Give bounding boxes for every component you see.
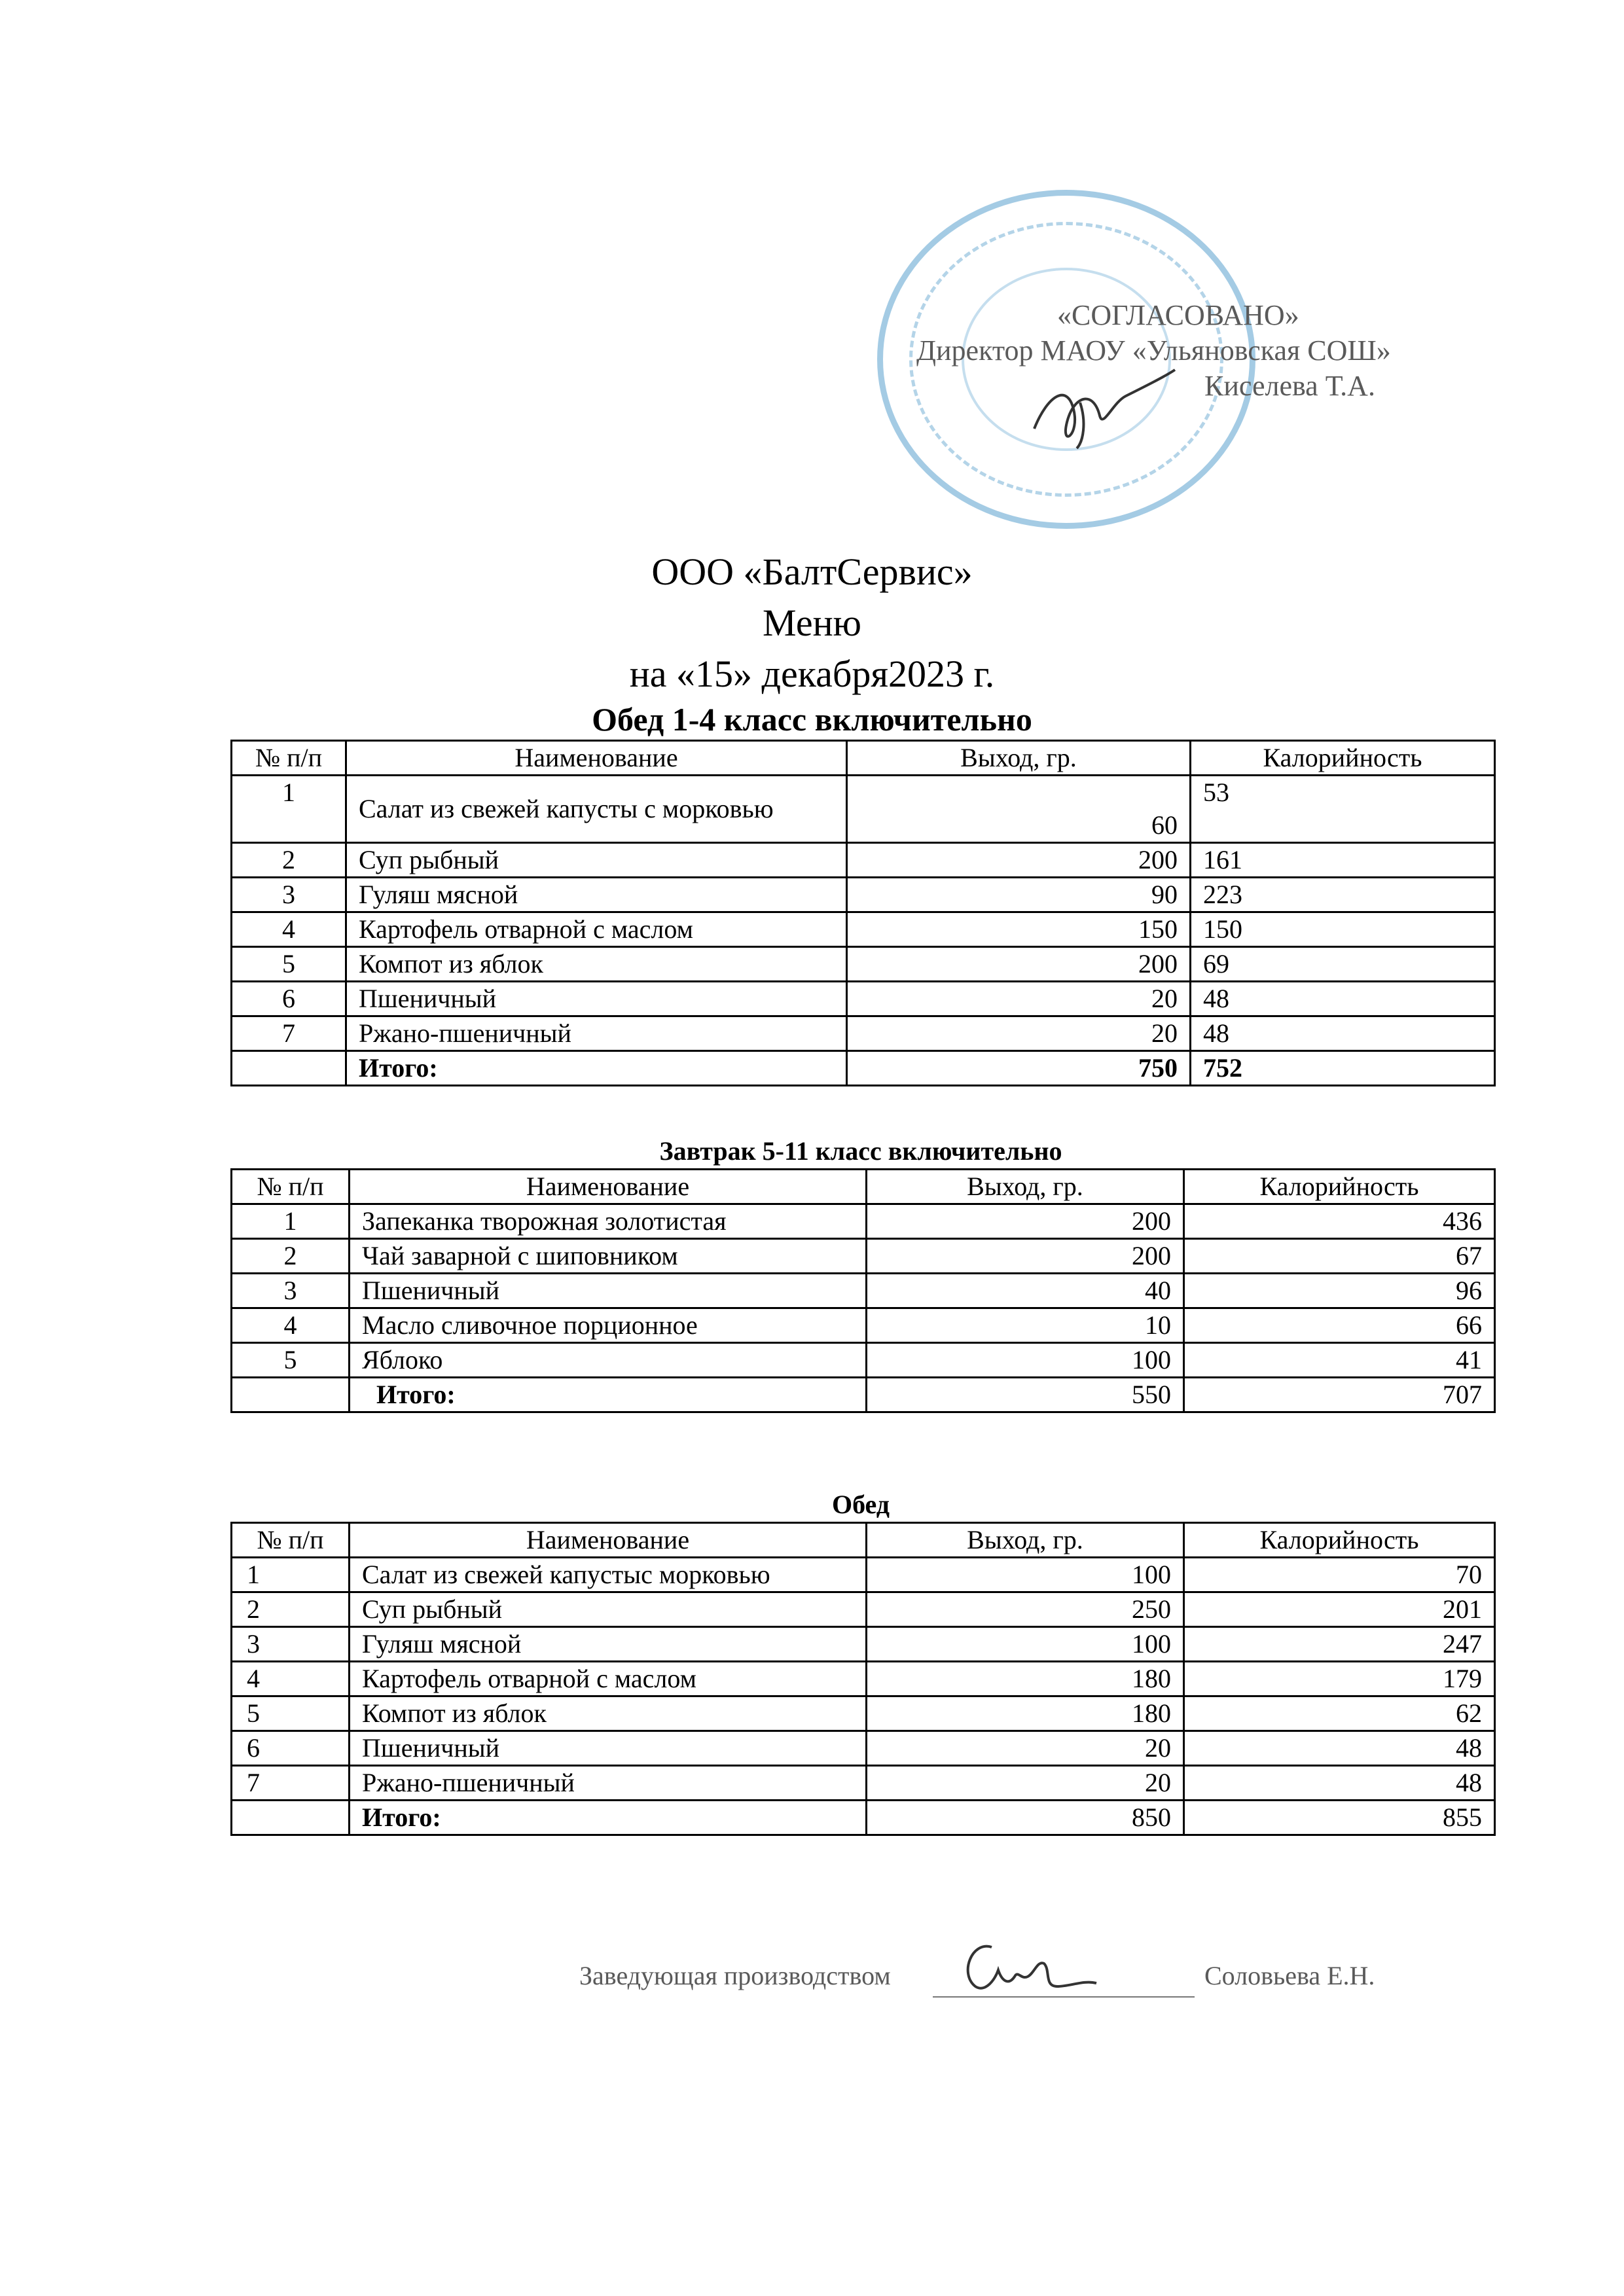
signature-line [933,1996,1195,1998]
table-header-row [232,741,1495,776]
table-row: 1 Запеканка творожная золотистая 200 436 [232,1204,1495,1239]
menu-title: Меню [763,601,861,644]
col-output: Выход, гр. [867,1523,1184,1558]
table-row: 4 Картофель отварной с маслом 150 150 [232,912,1495,947]
col-output: Выход, гр. [847,741,1191,776]
production-manager-signature-block [579,1934,1430,2013]
total-row: Итого: 550 707 [232,1378,1495,1412]
total-row: Итого: 750 752 [232,1051,1495,1086]
table-row: 4 Картофель отварной с маслом 180 179 [232,1662,1495,1696]
breakfast-5-11-table [230,1168,1496,1413]
table-row: 1 Салат из свежей капустыс морковью 100 70 [232,1558,1495,1592]
approval-title: «СОГЛАСОВАНО» [1057,299,1299,331]
approval-name: Киселева Т.А. [1204,370,1375,402]
menu-date: на «15» декабря2023 г. [629,653,995,695]
table1-title: Обед 1-4 класс включительно [592,701,1032,738]
table-row: 2 Суп рыбный 200 161 [232,843,1495,878]
table-row: 5 Компот из яблок 200 69 [232,947,1495,982]
table-row: 3 Пшеничный 40 96 [232,1274,1495,1308]
table-row: 4 Масло сливочное порционное 10 66 [232,1308,1495,1343]
col-calories: Калорийность [1191,741,1495,776]
col-number: № п/п [232,741,346,776]
table-header-row [232,1170,1495,1204]
table-header-row [232,1523,1495,1558]
col-number: № п/п [232,1170,350,1204]
director-signature [1021,357,1178,455]
col-name: Наименование [350,1523,867,1558]
table3-title: Обед [831,1490,890,1519]
signature-name: Соловьева Е.Н. [1204,1961,1375,1990]
col-name: Наименование [346,741,847,776]
col-name: Наименование [350,1170,867,1204]
manager-signature [946,1934,1103,2006]
col-calories: Калорийность [1184,1523,1495,1558]
table-row: 3 Гуляш мясной 90 223 [232,878,1495,912]
approval-block [916,298,1506,404]
table-row: 7 Ржано-пшеничный 20 48 [232,1016,1495,1051]
document-heading [0,547,1624,739]
signature-position: Заведующая производством [579,1961,891,1990]
company-name: ООО «БалтСервис» [651,550,973,593]
table-row: 5 Компот из яблок 180 62 [232,1696,1495,1731]
table-row: 7 Ржано-пшеничный 20 48 [232,1766,1495,1801]
table-row: 6 Пшеничный 20 48 [232,1731,1495,1766]
col-calories: Калорийность [1184,1170,1495,1204]
table-row: 5 Яблоко 100 41 [232,1343,1495,1378]
lunch-table [230,1522,1496,1836]
lunch-1-4-table [230,740,1496,1086]
col-output: Выход, гр. [867,1170,1184,1204]
table-row: 2 Чай заварной с шиповником 200 67 [232,1239,1495,1274]
table-row: 2 Суп рыбный 250 201 [232,1592,1495,1627]
table-row: 6 Пшеничный 20 48 [232,982,1495,1016]
total-row: Итого: 850 855 [232,1801,1495,1835]
table2-title: Завтрак 5-11 класс включительно [659,1136,1062,1166]
table-row: 1 Салат из свежей капусты с морковью 60 53 [232,776,1495,843]
table-row: 3 Гуляш мясной 100 247 [232,1627,1495,1662]
approval-position: Директор МАОУ «Ульяновская СОШ» [916,334,1391,367]
col-number: № п/п [232,1523,350,1558]
